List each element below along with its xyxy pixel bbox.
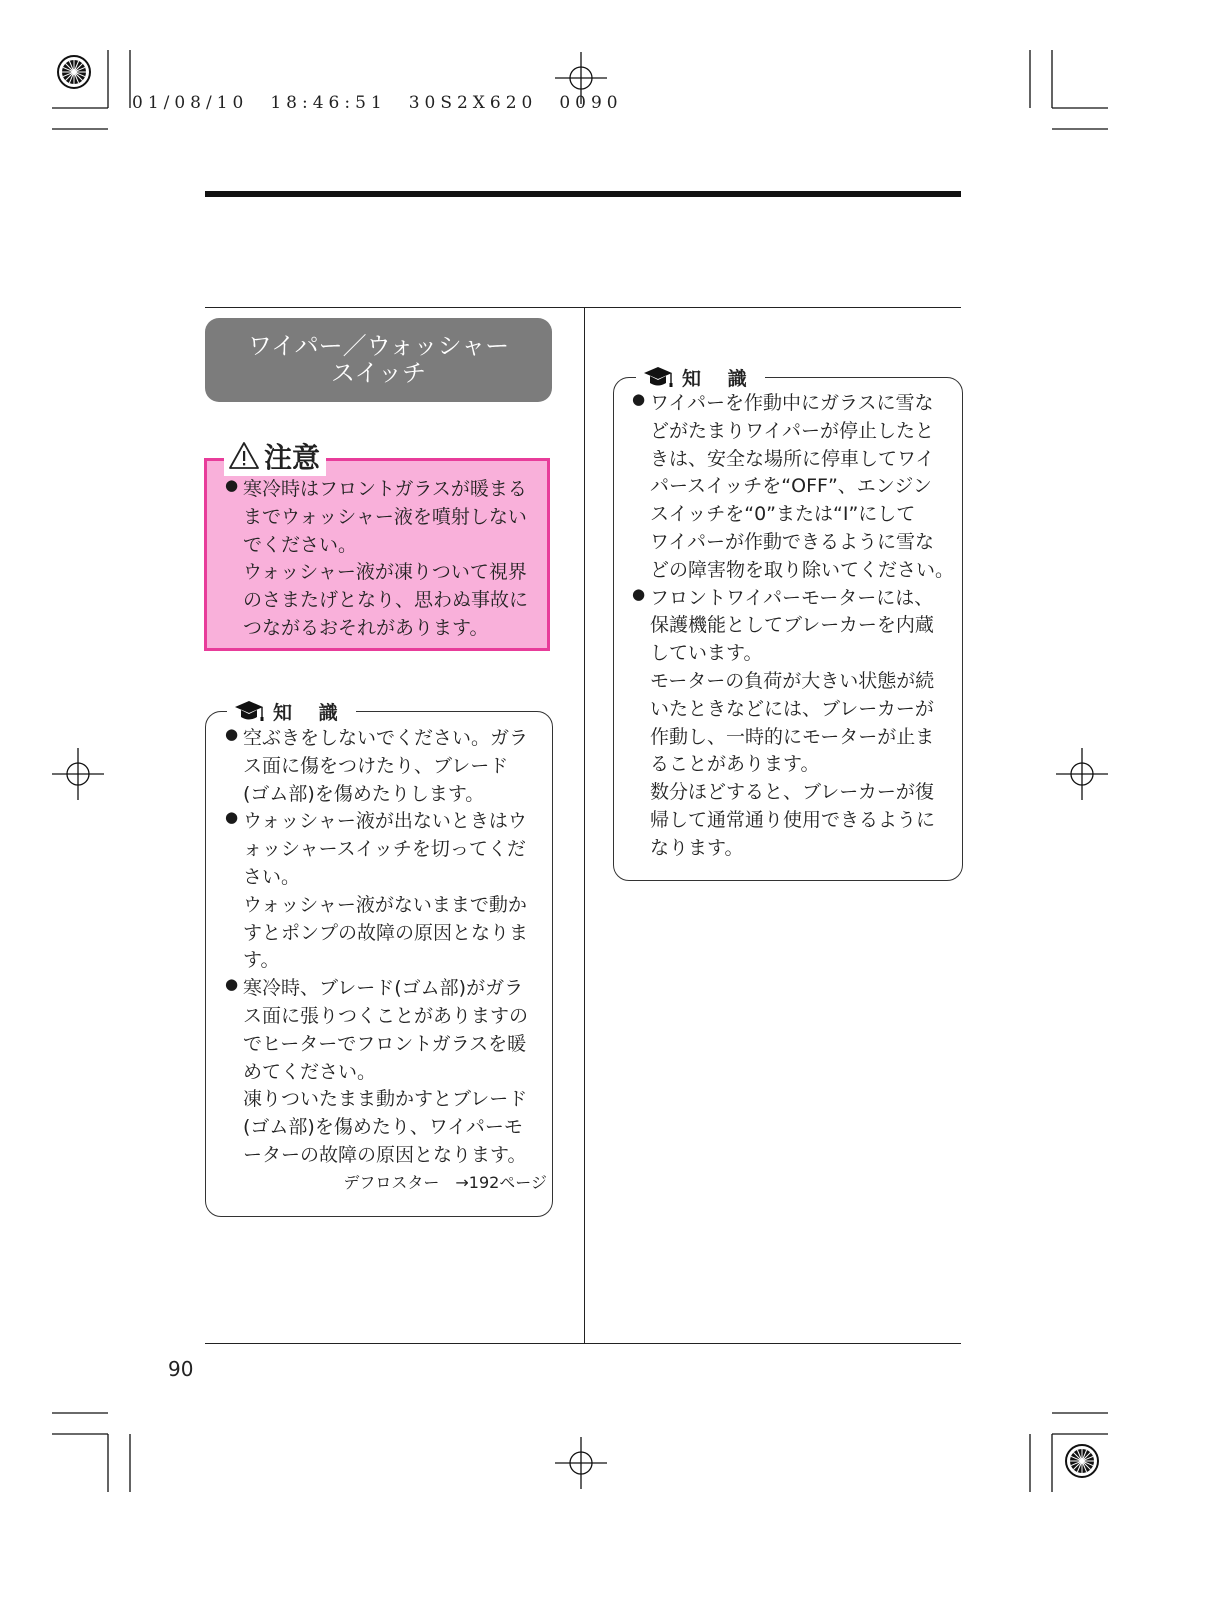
page-reference: デフロスター →192ページ (343, 1172, 547, 1192)
caution-paragraph: ● 寒冷時はフロントガラスが暖まる までウォッシャー液を噴射しない でください。 (243, 478, 527, 556)
graduation-cap-icon (642, 364, 676, 390)
list-item (634, 390, 958, 585)
caution-paragraph: ウォッシャー液が凍りついて視界 のさまたげとなり、思わぬ事故に つながるおそれがあります。 (243, 561, 529, 639)
list-item (227, 476, 547, 643)
graduation-cap-icon (233, 698, 267, 724)
caution-heading (224, 436, 326, 476)
list-item (227, 725, 547, 808)
print-metadata: 01/08/10 18:46:51 30S2X620 0090 (132, 93, 623, 113)
header-rule (205, 191, 961, 197)
knowledge-paragraph: 凍りついたまま動かすとブレード (ゴム部)を傷めたり、ワイパーモ ーターの故障の原因となります。 (243, 1088, 528, 1166)
reference-row (227, 1170, 547, 1196)
knowledge-paragraph: ● 空ぶきをしないでください。ガラ ス面に傷をつけたり、ブレード (ゴム部)を傷めたりします。 (243, 727, 529, 805)
list-item (227, 808, 547, 975)
section-title-line1: ワイパー／ウォッシャー (247, 332, 510, 360)
knowledge-list-right (634, 390, 958, 863)
registration-mark-icon (1066, 1445, 1098, 1477)
knowledge-heading-right (636, 363, 765, 391)
knowledge-paragraph: 数分ほどすると、ブレーカーが復 帰して通常通り使用できるように なります。 (650, 781, 936, 859)
knowledge-paragraph: ● 寒冷時、ブレード(ゴム部)がガラ ス面に張りつくことがありますの でヒーターでフロントガラスを暖 めてください。 (243, 977, 529, 1083)
knowledge-heading-label: 知 識 (682, 367, 757, 390)
knowledge-heading-left (227, 697, 356, 725)
page-number: 90 (168, 1357, 194, 1381)
knowledge-paragraph: ウォッシャー液がないままで動か すとポンプの故障の原因となりま す。 (243, 893, 529, 972)
section-title (205, 318, 552, 402)
column-bottom-rule (205, 1343, 961, 1344)
knowledge-paragraph: ● ワイパーを作動中にガラスに雪な どがたまりワイパーが停止したと きは、安全な場所に停車してワイ パースイッチを“OFF”、エンジン スイッチを“0”または“I”にして ワイパーが作動できるように雪な どの障害物を取り除いてください。 (650, 392, 955, 581)
knowledge-heading-label: 知 識 (273, 701, 348, 724)
warning-triangle-icon (228, 441, 260, 471)
caution-list (227, 476, 547, 643)
knowledge-paragraph: モーターの負荷が大きい状態が続 いたときなどには、ブレーカーが 作動し、一時的にモーターが止ま ることがあります。 (650, 669, 935, 776)
list-item (227, 975, 547, 1170)
knowledge-list-left (227, 725, 547, 1196)
list-item (634, 585, 958, 863)
registration-mark-icon (58, 56, 90, 88)
knowledge-paragraph: ● ウォッシャー液が出ないときはウ ォッシャースイッチを切ってくだ さい。 (243, 810, 527, 888)
knowledge-paragraph: ● フロントワイパーモーターには、 保護機能としてブレーカーを内蔵 しています。 (650, 586, 934, 665)
column-divider (584, 307, 585, 1344)
caution-heading-label: 注意 (264, 441, 321, 474)
column-top-rule (205, 307, 961, 308)
section-title-line2: スイッチ (330, 359, 427, 387)
